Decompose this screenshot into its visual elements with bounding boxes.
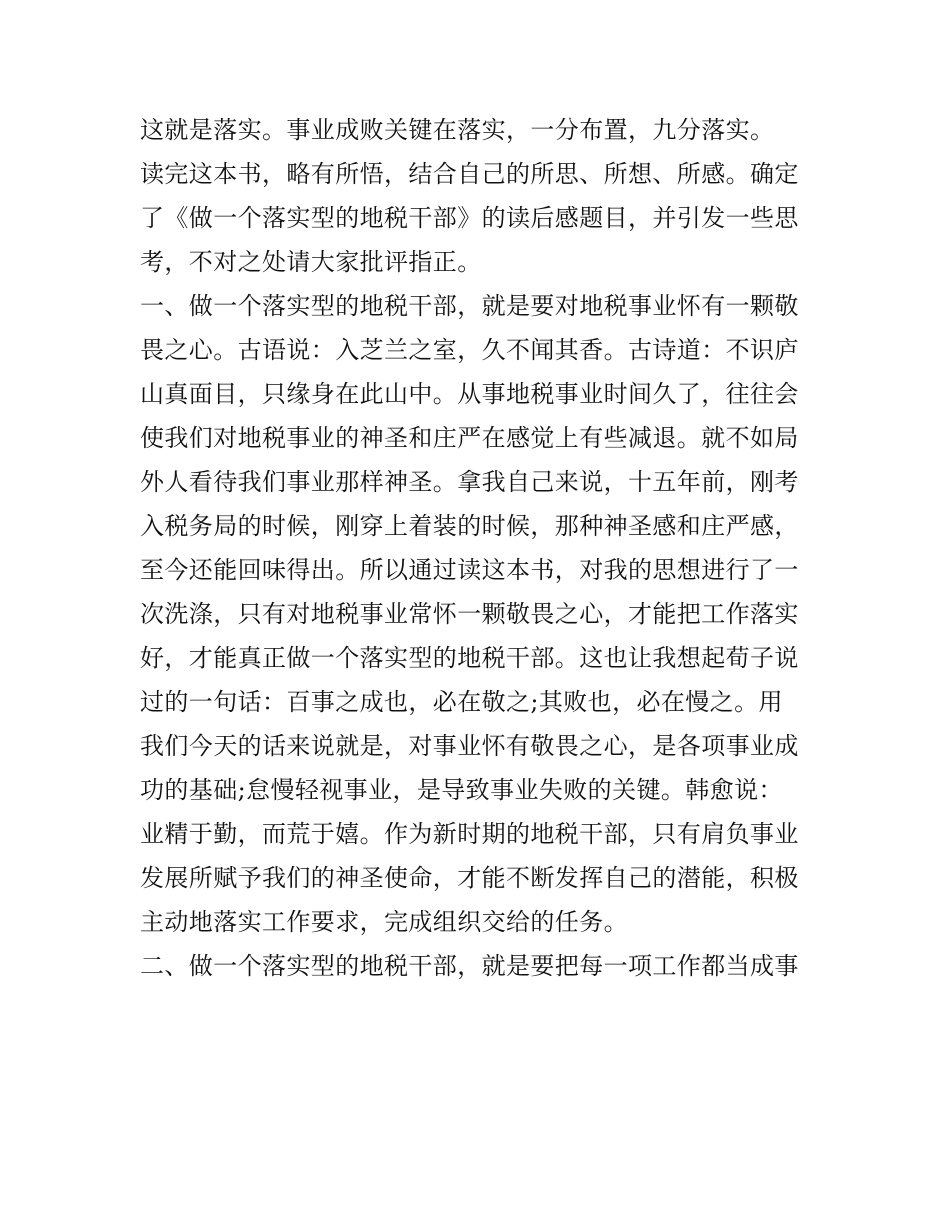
text-line: 这就是落实。事业成败关键在落实，一分布置，九分落实。 bbox=[140, 116, 775, 144]
text-line: 入税务局的时候，刚穿上着装的时候，那种神圣感和庄严感， bbox=[140, 512, 799, 540]
text-line: 业精于勤，而荒于嬉。作为新时期的地税干部，只有肩负事业 bbox=[140, 820, 799, 848]
text-line: 读完这本书，略有所悟，结合自己的所思、所想、所感。确定 bbox=[140, 160, 799, 188]
text-line: 次洗涤，只有对地税事业常怀一颗敬畏之心，才能把工作落实 bbox=[140, 600, 799, 628]
text-line: 主动地落实工作要求，完成组织交给的任务。 bbox=[140, 908, 628, 936]
document-body bbox=[140, 108, 816, 988]
text-line: 一、做一个落实型的地税干部，就是要对地税事业怀有一颗敬 bbox=[140, 292, 799, 320]
text-line: 发展所赋予我们的神圣使命，才能不断发挥自己的潜能，积极 bbox=[140, 864, 799, 892]
text-line: 过的一句话：百事之成也，必在敬之;其败也，必在慢之。用 bbox=[140, 688, 783, 716]
text-line: 畏之心。古语说：入芝兰之室，久不闻其香。古诗道：不识庐 bbox=[140, 336, 799, 364]
text-line: 考，不对之处请大家批评指正。 bbox=[140, 248, 482, 276]
text-line: 功的基础;怠慢轻视事业，是导致事业失败的关键。韩愈说： bbox=[140, 776, 783, 804]
text-line: 好，才能真正做一个落实型的地税干部。这也让我想起荀子说 bbox=[140, 644, 799, 672]
text-line: 至今还能回味得出。所以通过读这本书，对我的思想进行了一 bbox=[140, 556, 799, 584]
text-line: 外人看待我们事业那样神圣。拿我自己来说，十五年前，刚考 bbox=[140, 468, 799, 496]
text-line: 了《做一个落实型的地税干部》的读后感题目，并引发一些思 bbox=[140, 204, 799, 232]
text-line: 山真面目，只缘身在此山中。从事地税事业时间久了，往往会 bbox=[140, 380, 799, 408]
text-line: 使我们对地税事业的神圣和庄严在感觉上有些减退。就不如局 bbox=[140, 424, 799, 452]
text-line: 我们今天的话来说就是，对事业怀有敬畏之心，是各项事业成 bbox=[140, 732, 799, 760]
text-line: 二、做一个落实型的地税干部，就是要把每一项工作都当成事 bbox=[140, 952, 799, 980]
